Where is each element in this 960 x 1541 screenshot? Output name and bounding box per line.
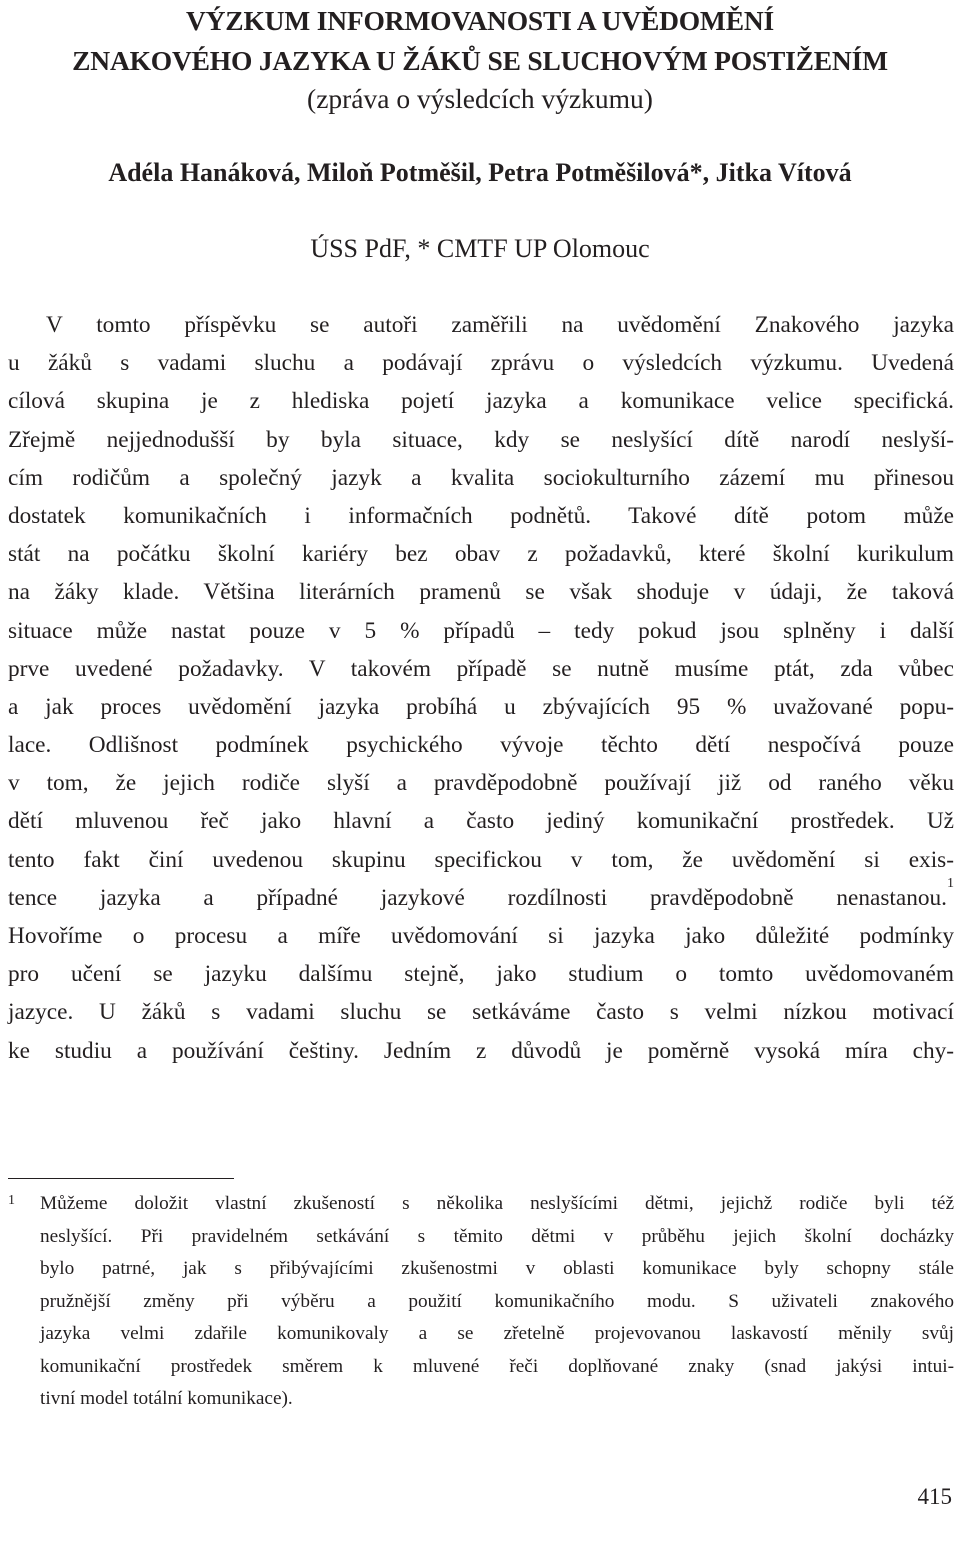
- footnote-reference[interactable]: 1: [947, 875, 954, 891]
- body-line: Zřejmě nejjednodušší by byla situace, kdy se neslyšící dítě narodí neslyší-: [8, 426, 954, 453]
- subtitle: (zpráva o výsledcích výzkumu): [307, 83, 653, 114]
- body-line: Hovoříme o procesu a míře uvědomování si jazyka jako důležité podmínky: [8, 923, 954, 949]
- body-line: dostatek komunikačních i informačních podnětů. Takové dítě potom může: [8, 502, 954, 529]
- body-line: situace může nastat pouze v 5 % případů – tedy pokud jsou splněny i další: [8, 617, 954, 644]
- footnote-line: Můžeme doložit vlastní zkušeností s několika neslyšícími dětmi, jejichž rodiče byli též: [40, 1193, 954, 1214]
- footnote-number: 1: [8, 1193, 15, 1208]
- body-line-text: tence jazyka a případné jazykové rozdílnosti pravděpodobně nenastanou.: [8, 884, 947, 911]
- body-line: a jak proces uvědomění jazyka probíhá u zbývajících 95 % uvažované popu-: [8, 693, 954, 720]
- footnote-line: neslyšící. Při pravidelném setkávání s těmito dětmi v průběhu jejich školní docházky: [40, 1225, 954, 1247]
- affiliation: ÚSS PdF, * CMTF UP Olomouc: [310, 234, 650, 263]
- title-line-2: ZNAKOVÉHO JAZYKA U ŽÁKŮ SE SLUCHOVÝM POSTIŽENÍM: [72, 45, 888, 76]
- footnote-line: komunikační prostředek směrem k mluvené řeči doplňované znaky (snad jakýsi intui-: [40, 1355, 954, 1377]
- body-line: tento fakt činí uvedenou skupinu specifickou v tom, že uvědomění si exis-: [8, 846, 954, 873]
- body-line: na žáky klade. Většina literárních pramenů se však shoduje v údaji, že taková: [8, 579, 954, 606]
- body-line: v tom, že jejich rodiče slyší a pravděpodobně používají již od raného věku: [8, 770, 954, 797]
- body-line: dětí mluvenou řeč jako hlavní a často jediný komunikační prostředek. Už: [8, 808, 954, 835]
- body-line: u žáků s vadami sluchu a podávají zprávu o výsledcích výzkumu. Uvedená: [8, 350, 954, 377]
- page-number: 415: [917, 1484, 952, 1509]
- body-line: V tomto příspěvku se autoři zaměřili na uvědomění Znakového jazyka: [46, 312, 954, 338]
- footnote-divider: [8, 1178, 234, 1179]
- body-line: prve uvedené požadavky. V takovém případě se nutně musíme ptát, zda vůbec: [8, 655, 954, 682]
- footnote-line: jazyka velmi zdařile komunikovaly a se zřetelně projevovanou laskavostí měnily svůj: [40, 1323, 954, 1344]
- title-line-1: VÝZKUM INFORMOVANOSTI A UVĚDOMĚNÍ: [185, 5, 774, 36]
- footnote-line: bylo patrné, jak s přibývajícími zkušenostmi v oblasti komunikace byly schopny stále: [40, 1258, 954, 1279]
- abstract-body: [8, 306, 954, 1070]
- footnote-line: tivní model totální komunikace).: [40, 1388, 293, 1409]
- body-line: cím rodičům a společný jazyk a kvalita sociokulturního zázemí mu přinesou: [8, 464, 954, 491]
- footnote-text: [40, 1188, 954, 1416]
- body-line: lace. Odlišnost podmínek psychického vývoje těchto dětí nespočívá pouze: [8, 732, 954, 759]
- body-line: cílová skupina je z hlediska pojetí jazyka a komunikace velice specifická.: [8, 388, 954, 415]
- body-line: ke studiu a používání češtiny. Jedním z důvodů je poměrně vysoká míra chy-: [8, 1037, 954, 1064]
- authors: Adéla Hanáková, Miloň Potměšil, Petra Potměšilová*, Jitka Vítová: [108, 158, 852, 187]
- body-line-with-footnote: [8, 875, 954, 917]
- footnote-line: pružnější změny při výběru a použití komunikačního modu. S uživateli znakového: [40, 1290, 954, 1312]
- body-line: stát na počátku školní kariéry bez obav z požadavků, které školní kurikulum: [8, 541, 954, 568]
- body-line: pro učení se jazyku dalšímu stejně, jako studium o tomto uvědomovaném: [8, 961, 954, 988]
- body-line: jazyce. U žáků s vadami sluchu se setkáváme často s velmi nízkou motivací: [8, 999, 954, 1026]
